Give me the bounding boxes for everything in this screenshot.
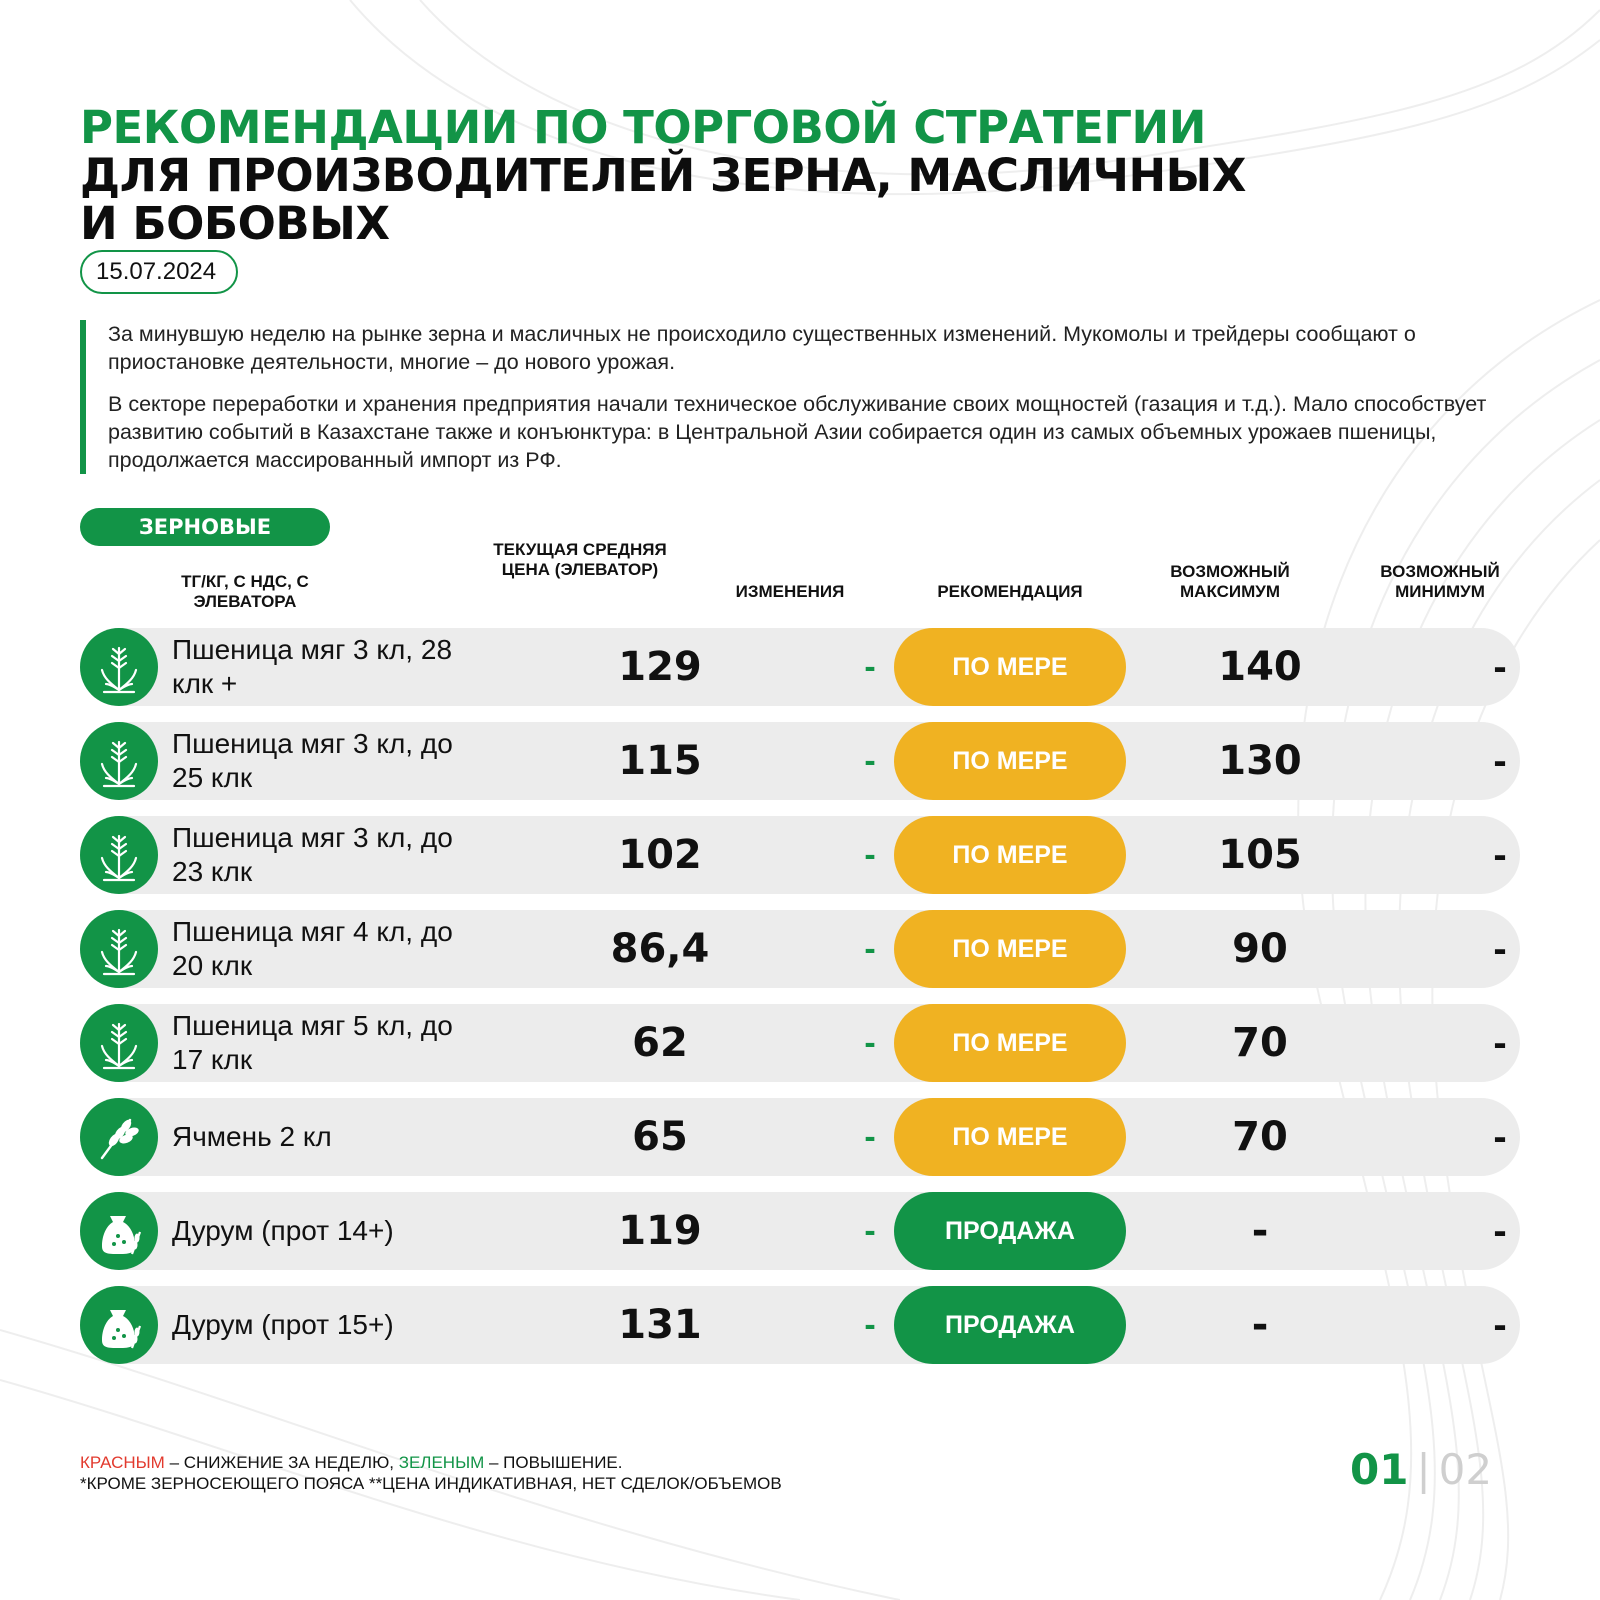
column-header-min: ВОЗМОЖНЫЙ МИНИМУМ [1380, 562, 1500, 601]
page-separator: | [1416, 1445, 1431, 1494]
commodity-name: Пшеница мяг 3 кл, до 25 клк [172, 728, 453, 793]
current-price: 62 [632, 1020, 688, 1066]
possible-min: - [1493, 927, 1507, 971]
possible-max: 105 [1218, 832, 1302, 878]
column-header-unit: ТГ/КГ, С НДС, С ЭЛЕВАТОРА [181, 572, 309, 611]
possible-min: - [1493, 645, 1507, 689]
commodity-name: Дурум (прот 15+) [172, 1309, 394, 1340]
title-line-1: РЕКОМЕНДАЦИИ ПО ТОРГОВОЙ СТРАТЕГИИ [80, 101, 1206, 154]
section-label-grains: ЗЕРНОВЫЕ [80, 508, 330, 546]
possible-min: - [1493, 739, 1507, 783]
possible-max: 130 [1218, 738, 1302, 784]
weekly-change: - [864, 1118, 876, 1156]
recommendation-badge: ПО МЕРЕ [894, 816, 1126, 894]
wheat-plant-icon [80, 910, 158, 988]
wheat-plant-icon [80, 1004, 158, 1082]
current-price: 119 [618, 1208, 702, 1254]
possible-min: - [1493, 1209, 1507, 1253]
current-price: 115 [618, 738, 702, 784]
possible-max: - [1251, 1302, 1269, 1348]
footer-legend-line [80, 1452, 782, 1473]
weekly-change: - [864, 742, 876, 780]
commodity-name: Пшеница мяг 3 кл, до 23 клк [172, 822, 453, 887]
table-row [80, 816, 1520, 894]
commodity-name: Ячмень 2 кл [172, 1121, 332, 1152]
table-row [80, 910, 1520, 988]
current-price: 129 [618, 644, 702, 690]
weekly-change: - [864, 836, 876, 874]
grain-sack-icon [80, 1192, 158, 1270]
page-indicator [1350, 1446, 1492, 1494]
date-badge: 15.07.2024 [80, 250, 238, 294]
recommendation-badge: ПО МЕРЕ [894, 628, 1126, 706]
column-header-recommendation: РЕКОМЕНДАЦИЯ [937, 582, 1083, 601]
footer-note: *КРОМЕ ЗЕРНОСЕЮЩЕГО ПОЯСА **ЦЕНА ИНДИКАТИВНАЯ, НЕТ СДЕЛОК/ОБЪЕМОВ [80, 1474, 782, 1493]
recommendation-badge: ПО МЕРЕ [894, 910, 1126, 988]
recommendation-badge: ПРОДАЖА [894, 1192, 1126, 1270]
recommendation-badge: ПО МЕРЕ [894, 722, 1126, 800]
weekly-change: - [864, 1306, 876, 1344]
current-price: 131 [618, 1302, 702, 1348]
commodity-name: Дурум (прот 14+) [172, 1215, 394, 1246]
possible-max: 140 [1218, 644, 1302, 690]
page-current: 01 [1350, 1445, 1409, 1494]
intro-paragraph-2: В секторе переработки и хранения предприятия начали техническое обслуживание своих мощностей (газация и т.д.). Мало способствует развитию событий в Казахстане также и конъюнктура: в Центральной Азии собирается один из самых объемных урожаев пшеницы, продолжается массированный импорт из РФ. [108, 392, 1487, 472]
table-row [80, 1004, 1520, 1082]
table-row [80, 1286, 1520, 1364]
commodity-name: Пшеница мяг 3 кл, 28 клк + [172, 634, 453, 699]
possible-min: - [1493, 1021, 1507, 1065]
table-row [80, 1098, 1520, 1176]
wheat-plant-icon [80, 816, 158, 894]
current-price: 102 [618, 832, 702, 878]
wheat-plant-icon [80, 722, 158, 800]
possible-max: 90 [1232, 926, 1288, 972]
column-header-max: ВОЗМОЖНЫЙ МАКСИМУМ [1170, 562, 1290, 601]
weekly-change: - [864, 648, 876, 686]
legend-green-text: – ПОВЫШЕНИЕ. [484, 1453, 623, 1472]
legend-green-word: ЗЕЛЕНЫМ [398, 1453, 485, 1472]
possible-min: - [1493, 833, 1507, 877]
legend-red-word: КРАСНЫМ [80, 1453, 165, 1472]
possible-max: 70 [1232, 1020, 1288, 1066]
possible-max: - [1251, 1208, 1269, 1254]
legend-red-text: – СНИЖЕНИЕ ЗА НЕДЕЛЮ, [164, 1453, 399, 1472]
title-line-3: И БОБОВЫХ [80, 197, 390, 250]
current-price: 65 [632, 1114, 688, 1160]
possible-min: - [1493, 1303, 1507, 1347]
weekly-change: - [864, 1024, 876, 1062]
column-header-change: ИЗМЕНЕНИЯ [735, 582, 845, 601]
grain-sack-icon [80, 1286, 158, 1364]
intro-text-block [80, 320, 1500, 474]
table-row [80, 1192, 1520, 1270]
barley-ear-icon [80, 1098, 158, 1176]
column-header-price: ТЕКУЩАЯ СРЕДНЯЯ ЦЕНА (ЭЛЕВАТОР) [493, 540, 667, 579]
weekly-change: - [864, 1212, 876, 1250]
page-title [80, 101, 1246, 250]
weekly-change: - [864, 930, 876, 968]
recommendation-badge: ПО МЕРЕ [894, 1004, 1126, 1082]
recommendation-badge: ПО МЕРЕ [894, 1098, 1126, 1176]
possible-max: 70 [1232, 1114, 1288, 1160]
table-row [80, 628, 1520, 706]
wheat-plant-icon [80, 628, 158, 706]
current-price: 86,4 [610, 926, 710, 972]
commodity-name: Пшеница мяг 5 кл, до 17 клк [172, 1010, 453, 1075]
table-row [80, 722, 1520, 800]
footer-legend [80, 1452, 782, 1494]
page-total: 02 [1438, 1445, 1493, 1494]
title-line-2: ДЛЯ ПРОИЗВОДИТЕЛЕЙ ЗЕРНА, МАСЛИЧНЫХ [80, 149, 1246, 202]
intro-paragraph-1: За минувшую неделю на рынке зерна и масличных не происходило существенных изменений. Мукомолы и трейдеры сообщают о приостановке деятельности, многие – до нового урожая. [108, 322, 1416, 374]
recommendation-badge: ПРОДАЖА [894, 1286, 1126, 1364]
commodity-name: Пшеница мяг 4 кл, до 20 клк [172, 916, 453, 981]
possible-min: - [1493, 1115, 1507, 1159]
